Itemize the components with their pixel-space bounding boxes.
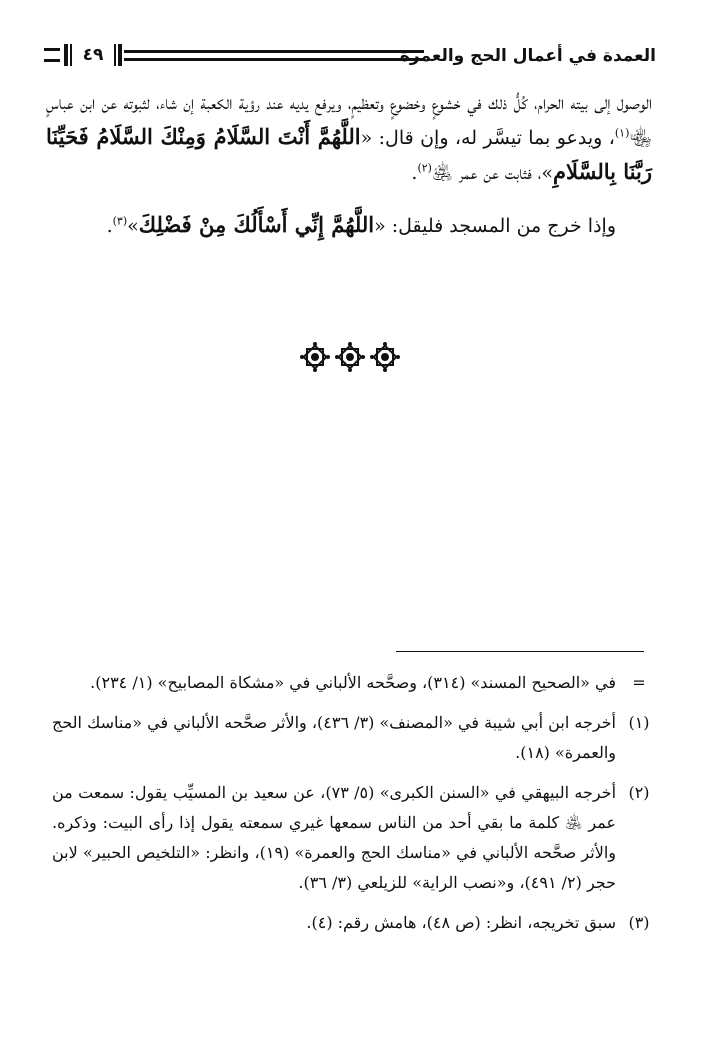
paragraph-1: الوصول إلى بيته الحرام، كُلُّ ذلك في خشوعٍ وخضوعٍ وتعظيمٍ، ويرفع يديه عند رؤية الكعبة إن شاء، لثبوته عن ابن عباسٍ ﵄$^{(١)}$، ويدعو بما تيسَّر له، وإن قال: «اللَّهُمَّ أَنْتَ السَّلَامُ وَمِنْكَ السَّلَامُ فَحَيِّنَا رَبَّنَا بِالسَّلَامِ»، فثابت عن عمر ﵁$^{(٢)}$. [46,92,652,184]
footnote-separator [396,651,644,652]
running-title: العمدة في أعمال الحج والعمرة [399,46,656,66]
footnote-text: أخرجه ابن أبي شيبة في «المصنف» (٣/ ٤٣٦)، والأثر صحَّحه الألباني في «مناسك الحج والعمرة» (١٨). [52,713,616,762]
footnote-1 [52,708,656,768]
footnote-continuation [52,668,656,698]
supplication-quote-1: اللَّهُمَّ أَنْتَ السَّلَامُ وَمِنْكَ السَّلَامُ فَحَيِّنَا رَبَّنَا بِالسَّلَامِ [46,124,652,184]
footnote-text: أخرجه البيهقي في «السنن الكبرى» (٥/ ٧٣)، عن سعيد بن المسيِّب يقول: سمعت من عمر ﵁ كلمة ما بقي أحد من الناس سمعها غيري سمعته يقول إذا رأى البيت: وذكره. والأثر صحَّحه الألباني في «مناسك الحج والعمرة» (١٩)، وانظر: «التلخيص الحبير» لابن حجر (٢/ ٤٩١)، و«نصب الراية» للزيلعي (٣/ ٣٦). [52,783,617,892]
paragraph-2: وإذا خرج من المسجد فليقل: «اللَّهُمَّ إِنِّي أَسْأَلُكَ مِنْ فَضْلِكَ»$^{(٣)}$. [106,212,616,237]
footnote-number: = [632,673,646,692]
ornament-star-icon [335,342,365,372]
footnote-ref-2: (٢) [417,161,432,175]
footnote-text: في «الصحيح المسند» (٣١٤)، وصحَّحه الألباني في «مشكاة المصابيح» (١/ ٢٣٤). [90,673,616,692]
supplication-quote-2: اللَّهُمَّ إِنِّي أَسْأَلُكَ مِنْ فَضْلِكَ [138,212,375,237]
main-text [46,86,652,243]
ornament-star-icon [300,342,330,372]
footnote-number: (١) [628,713,650,732]
page-header [44,42,656,76]
section-divider-ornament [300,340,400,374]
footnote-ref-3: (٣) [112,214,128,228]
page-number: ٤٩ [64,44,122,66]
footnote-2 [52,778,656,898]
footnote-3 [52,908,656,938]
footnotes [52,668,656,948]
footnote-number: (٣) [628,913,650,932]
footnote-text: سبق تخريجه، انظر: (ص ٤٨)، هامش رقم: (٤). [306,913,616,932]
footnote-ref-1: (١) [614,126,630,140]
footnote-number: (٢) [628,783,650,802]
ornament-star-icon [370,342,400,372]
header-rule [124,50,424,61]
header-end-bar [44,48,60,62]
